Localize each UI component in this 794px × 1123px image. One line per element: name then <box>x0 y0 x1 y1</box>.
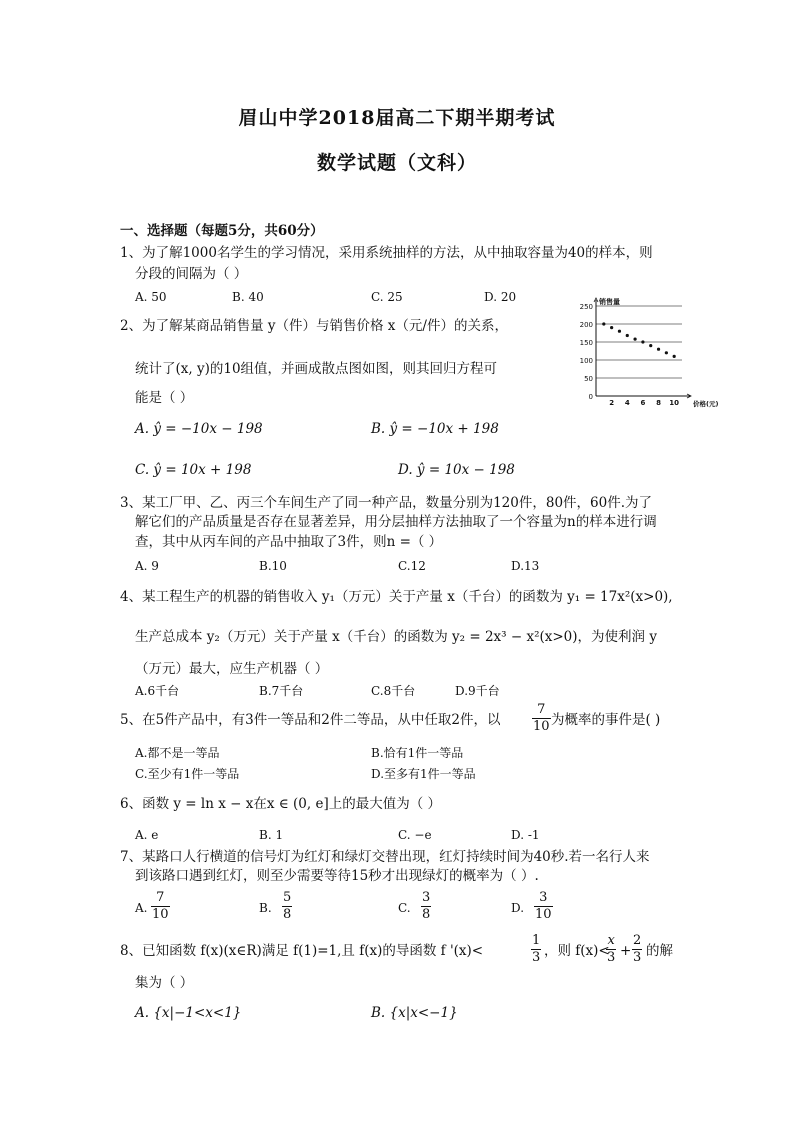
q7-b-denominator: 8 <box>283 907 292 922</box>
q8-fraction-2 <box>606 933 616 966</box>
q7-option-a-fraction <box>151 890 170 923</box>
q5-stem-part2: 为概率的事件是( ) <box>551 712 661 728</box>
scatter-point <box>618 330 621 333</box>
q8-fraction-1 <box>531 933 541 966</box>
section-heading: 一、选择题（每题5分，共60分） <box>120 223 324 239</box>
scatter-point <box>649 344 652 347</box>
q2-option-a: A. ŷ = −10x − 198 <box>135 421 263 437</box>
scatter-plot <box>570 292 730 414</box>
y-tick-label: 0 <box>588 393 593 401</box>
q2-stem-line2: 统计了(x, y)的10组值，并画成散点图如图，则其回归方程可 <box>135 361 498 377</box>
q6-option-d: D. -1 <box>511 828 540 842</box>
q8-fraction-3 <box>632 933 642 966</box>
q5-option-c: C.至少有1件一等品 <box>135 767 240 781</box>
q5-stem-part1: 5、在5件产品中，有3件一等品和2件二等品，从中任取2件，以 <box>120 712 501 728</box>
scatter-point <box>610 326 613 329</box>
q5-option-d: D.至多有1件一等品 <box>371 767 476 781</box>
q3-stem-line2: 解它们的产品质量是否存在显著差异，用分层抽样方法抽取了一个容量为n的样本进行调 <box>135 514 657 530</box>
scatter-point <box>626 334 629 337</box>
scatter-point <box>657 348 660 351</box>
q3-stem-line3: 查，其中从丙车间的产品中抽取了3件，则n =（ ） <box>135 534 443 550</box>
q7-option-b-fraction <box>282 890 292 923</box>
q2-stem-line3: 能是（ ） <box>135 390 194 406</box>
q1-stem-line2: 分段的间隔为（ ） <box>135 266 248 282</box>
scatter-point <box>673 355 676 358</box>
q6-option-c: C. −e <box>398 828 432 842</box>
q7-d-denominator: 10 <box>535 907 552 922</box>
q1-option-a: A. 50 <box>135 290 167 304</box>
q5-option-a: A.都不是一等品 <box>135 746 220 760</box>
q1-option-d: D. 20 <box>484 290 517 304</box>
y-axis-label: 销售量 <box>599 298 620 306</box>
q5-fraction-denominator: 10 <box>533 719 550 734</box>
q4-stem-line3: （万元）最大，应生产机器（ ） <box>135 661 329 677</box>
page-subtitle: 数学试题（文科） <box>316 152 477 174</box>
y-tick-label: 50 <box>584 375 593 383</box>
scatter-point <box>633 338 636 341</box>
scatter-point <box>665 351 668 354</box>
q1-option-c: C. 25 <box>371 290 403 304</box>
q8-f1-denominator: 3 <box>532 950 541 965</box>
q7-option-b-label: B. <box>259 901 272 915</box>
q7-c-numerator: 3 <box>422 890 431 905</box>
q4-option-b: B.7千台 <box>259 684 304 698</box>
q6-stem: 6、函数 y = ln x − x在x ∈ (0, e]上的最大值为（ ） <box>120 796 442 812</box>
q6-option-a: A. e <box>135 828 159 842</box>
q6-option-b: B. 1 <box>259 828 284 842</box>
q7-stem-line2: 到该路口遇到红灯，则至少需要等待15秒才出现绿灯的概率为（ ）. <box>135 868 539 884</box>
x-axis-label: 价格(元) <box>693 400 719 408</box>
x-tick-label: 10 <box>669 399 680 407</box>
q8-f1-numerator: 1 <box>532 933 541 948</box>
y-tick-label: 250 <box>579 303 593 311</box>
q8-f2-numerator: x <box>607 933 615 948</box>
q8-plus-sign: + <box>620 943 632 959</box>
y-tick-label: 150 <box>579 339 593 347</box>
q7-option-a-label: A. <box>135 901 148 915</box>
q8-f3-denominator: 3 <box>633 950 642 965</box>
q5-option-b: B.恰有1件一等品 <box>371 746 464 760</box>
q3-option-b: B.10 <box>259 559 287 573</box>
x-tick-label: 2 <box>609 399 615 407</box>
q7-b-numerator: 5 <box>283 890 292 905</box>
q8-f3-numerator: 2 <box>633 933 642 948</box>
q2-stem-line1: 2、为了解某商品销售量 y（件）与销售价格 x（元/件）的关系， <box>120 318 508 334</box>
q7-option-c-label: C. <box>398 901 411 915</box>
q4-option-d: D.9千台 <box>455 684 500 698</box>
q4-stem-line2: 生产总成本 y₂（万元）关于产量 x（千台）的函数为 y₂ = 2x³ − x²(x>0)，为使利润 y <box>135 629 657 645</box>
q4-option-c: C.8千台 <box>371 684 416 698</box>
q7-option-d-label: D. <box>511 901 525 915</box>
q1-option-b: B. 40 <box>232 290 264 304</box>
q2-option-b: B. ŷ = −10x + 198 <box>371 421 499 437</box>
q8-stem-part2: ，则 f(x)< <box>544 943 610 959</box>
q2-option-d: D. ŷ = 10x − 198 <box>398 462 515 478</box>
q4-option-a: A.6千台 <box>135 684 180 698</box>
q3-option-d: D.13 <box>511 559 540 573</box>
q7-c-denominator: 8 <box>422 907 431 922</box>
q8-stem-part1: 8、已知函数 f(x)(x∈R)满足 f(1)=1,且 f(x)的导函数 f '(x)< <box>120 943 484 959</box>
q2-option-c: C. ŷ = 10x + 198 <box>135 462 252 478</box>
q7-d-numerator: 3 <box>534 890 553 907</box>
page-title: 眉山中学2018届高二下期半期考试 <box>238 107 556 129</box>
q8-option-b: B. {x|x<−1} <box>371 1005 458 1021</box>
q7-stem-line1: 7、某路口人行横道的信号灯为红灯和绿灯交替出现，红灯持续时间为40秒.若一名行人来 <box>120 849 650 865</box>
q7-a-denominator: 10 <box>152 907 169 922</box>
q7-a-numerator: 7 <box>151 890 170 907</box>
q3-option-c: C.12 <box>398 559 426 573</box>
scatter-point <box>602 322 605 325</box>
x-tick-label: 8 <box>656 399 661 407</box>
q7-option-d-fraction <box>534 890 553 923</box>
q1-stem-line1: 1、为了解1000名学生的学习情况，采用系统抽样的方法，从中抽取容量为40的样本，则 <box>120 245 653 261</box>
q4-stem-line1: 4、某工程生产的机器的销售收入 y₁（万元）关于产量 x（千台）的函数为 y₁ = 17x²(x>0), <box>120 589 673 605</box>
y-tick-label: 200 <box>579 321 593 329</box>
q8-stem-line2: 集为（ ） <box>135 975 194 991</box>
q8-option-a: A. {x|−1<x<1} <box>135 1005 242 1021</box>
q3-stem-line1: 3、某工厂甲、乙、丙三个车间生产了同一种产品，数量分别为120件，80件，60件.为了 <box>120 495 653 511</box>
q8-f2-denominator: 3 <box>607 950 616 965</box>
x-tick-label: 4 <box>624 399 630 407</box>
y-tick-label: 100 <box>579 357 593 365</box>
scatter-point <box>641 340 644 343</box>
x-tick-label: 6 <box>640 399 646 407</box>
q5-fraction <box>532 702 551 735</box>
q5-fraction-numerator: 7 <box>532 702 551 719</box>
q8-stem-part3: 的解 <box>646 943 673 959</box>
q3-option-a: A. 9 <box>135 559 159 573</box>
q7-option-c-fraction <box>421 890 431 923</box>
